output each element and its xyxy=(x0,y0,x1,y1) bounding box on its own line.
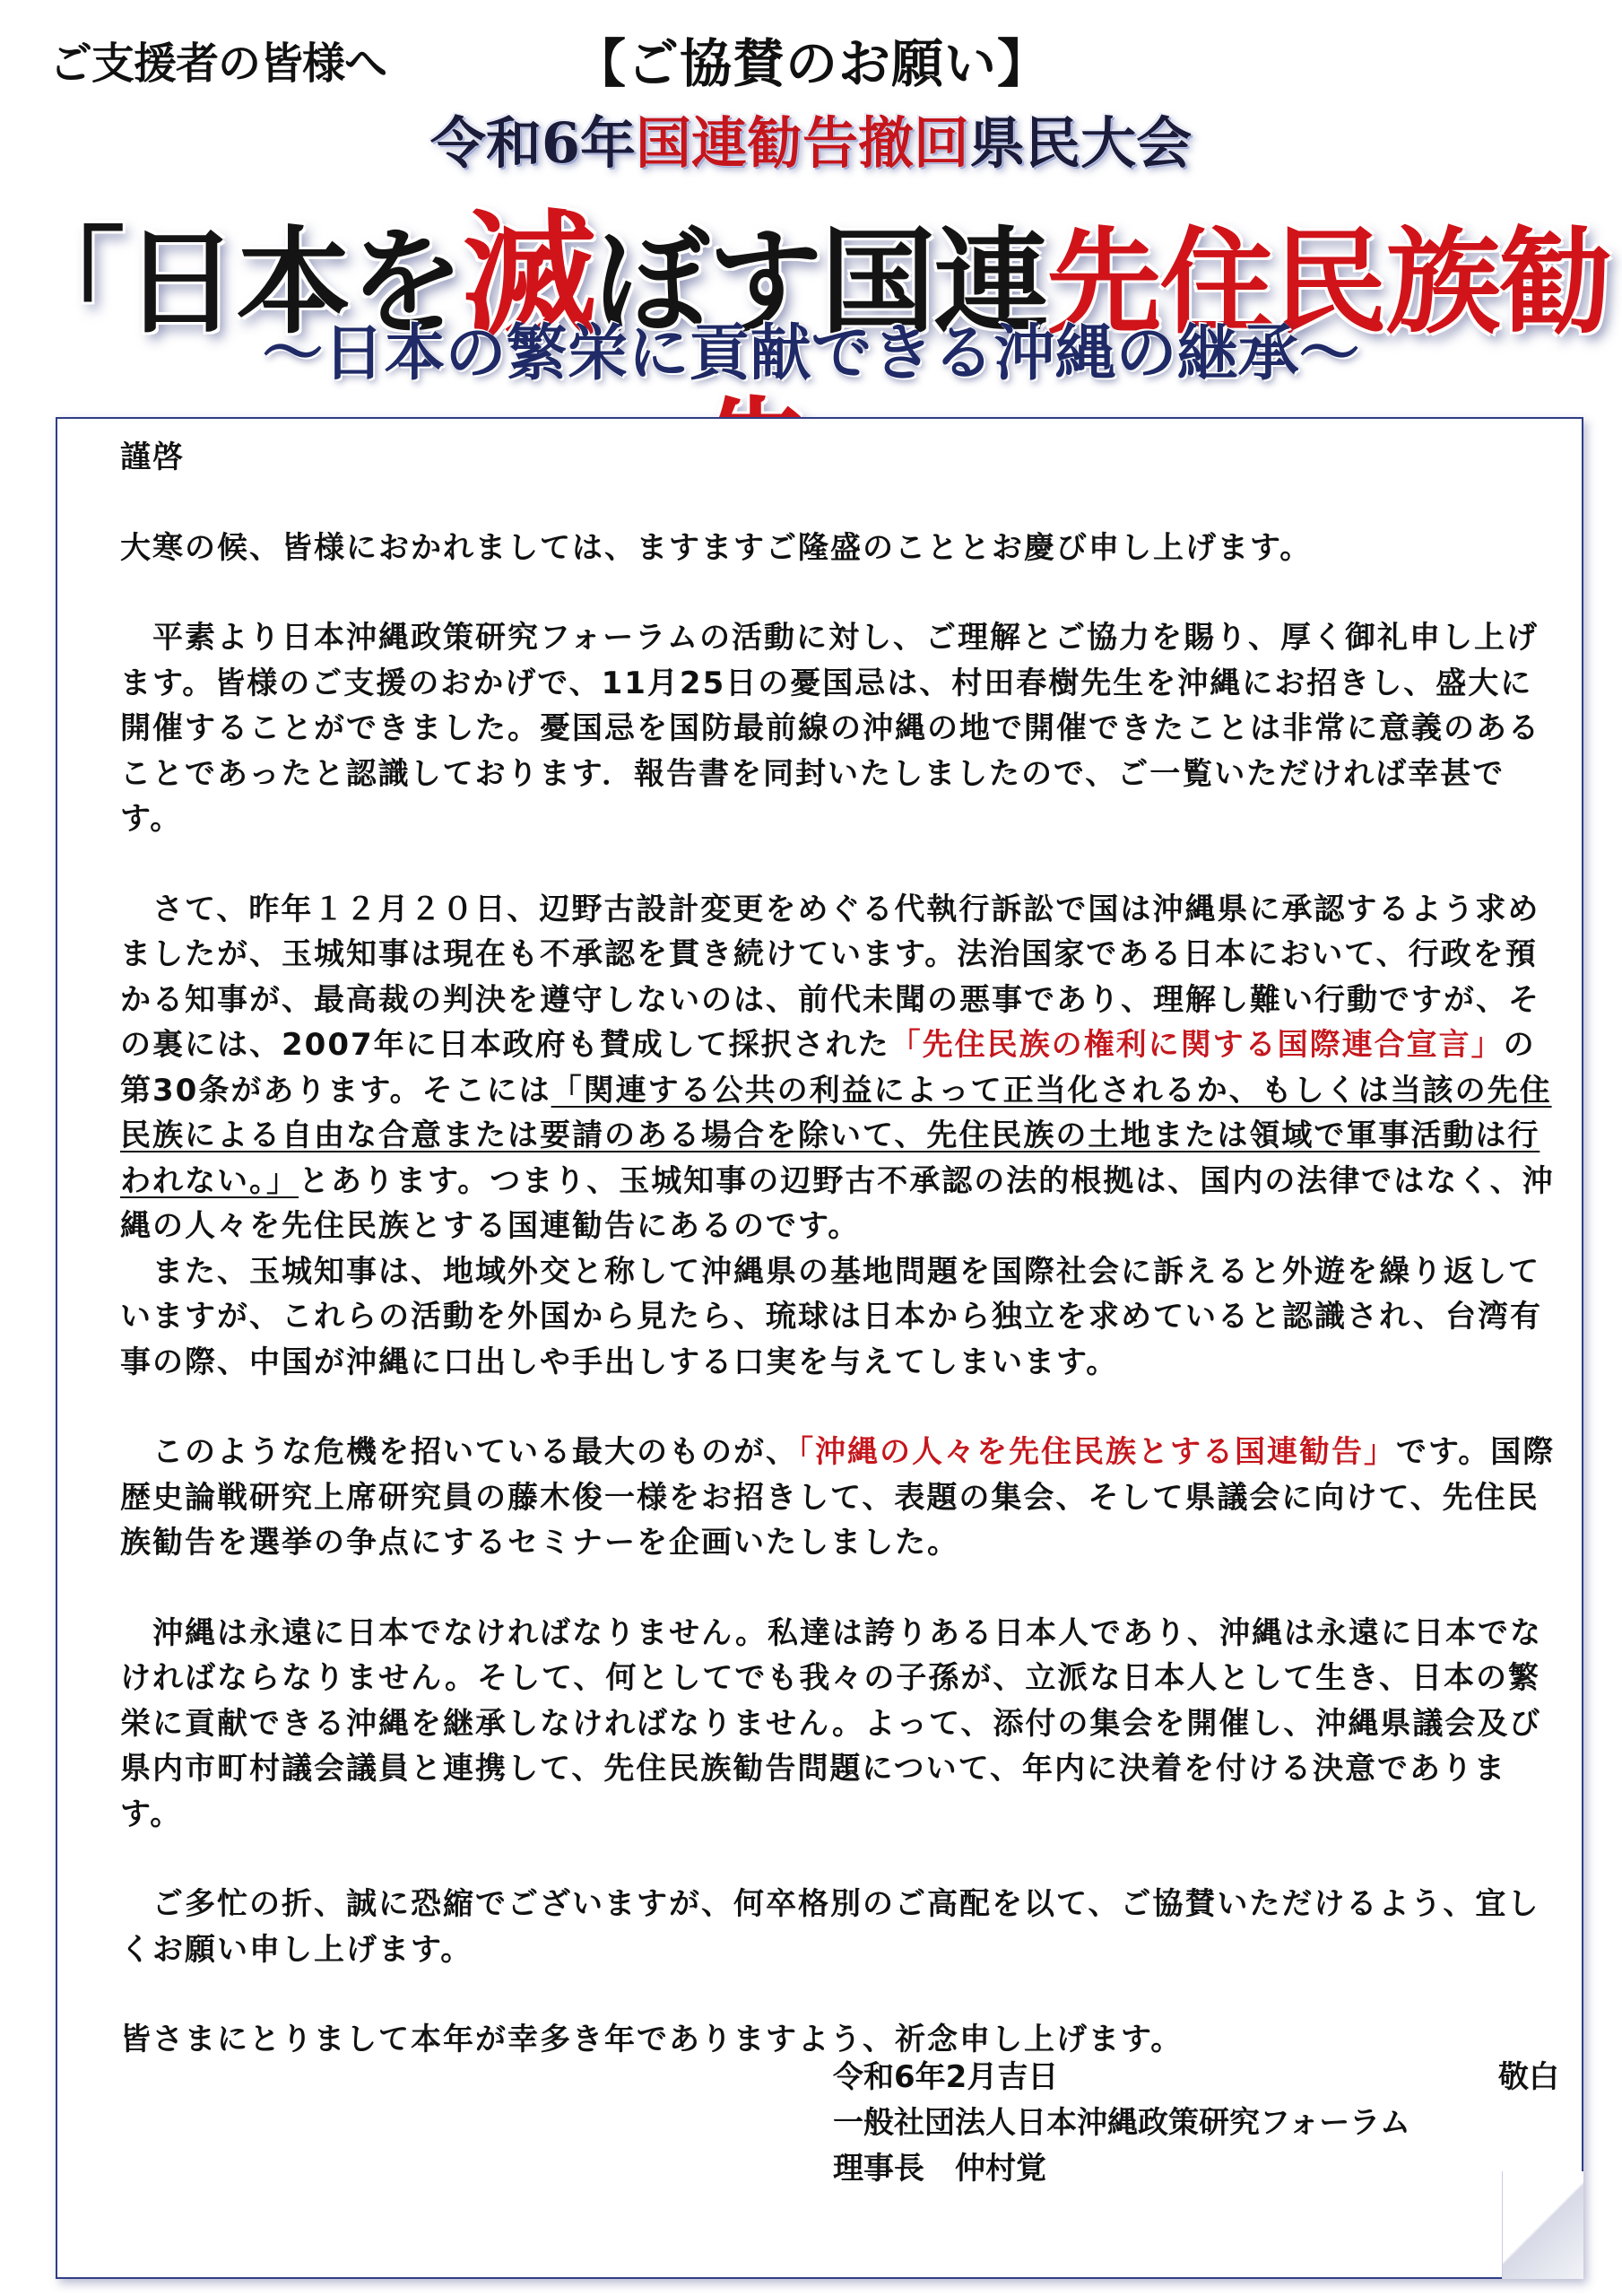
banner-rally: 県民大会 xyxy=(969,110,1193,176)
letter-paragraph: 大寒の候、皆様におかれましては、ますますご隆盛のこととお慶び申し上げます。 xyxy=(120,529,1313,566)
header xyxy=(0,22,1622,93)
letter-paper xyxy=(56,417,1583,2279)
closing-word: 敬白 xyxy=(1498,2059,1559,2095)
banner-title-part: 「日本を xyxy=(10,215,463,350)
letter-opening: 謹啓 xyxy=(120,439,185,475)
letter-date: 令和6年2月吉日 xyxy=(833,2059,1059,2095)
greeting-text: ご支援者の皆様へ xyxy=(49,39,387,89)
organization-name: 一般社団法人日本沖縄政策研究フォーラム xyxy=(833,2105,1410,2141)
letter-paragraph: 平素より日本沖縄政策研究フォーラムの活動に対し、ご理解とご協力を賜り、厚く御礼申し上げます。皆様のご支援のおかげで、11月25日の憂国忌は、村田春樹先生を沖縄にお招きし、盛大に開催することができました。憂国忌を国防最前線の沖縄の地で開催できたことは非常に意義のあることであったと認識しております．報告書を同封いたしましたので、ご一覧いただければ幸甚です。 xyxy=(120,620,1540,837)
declaration-reference: 「先住民族の権利に関する国際連合宣言」 xyxy=(889,1027,1504,1063)
banner-year: 令和6年 xyxy=(429,110,637,176)
un-recommendation-reference: 「沖縄の人々を先住民族とする国連勧告」 xyxy=(798,1434,1396,1470)
banner-title-red-char: 滅 xyxy=(462,196,595,354)
signature-block xyxy=(833,2055,1559,2192)
letter-paragraph: このような危機を招いている最大のものが、「沖縄の人々を先住民族とする国連勧告」です。国際歴史論戦研究上席研究員の藤木俊一様をお招きして、表題の集会、そして県議会に向けて、先住民族勧告を選挙の争点にするセミナーを企画いたしました。 xyxy=(120,1434,1556,1561)
letter-body xyxy=(120,435,1564,2063)
request-title: 【ご協賛のお願い】 xyxy=(574,33,1051,94)
banner-subtitle: ～日本の繁栄に貢献できる沖縄の継承～ xyxy=(262,317,1360,389)
article-quote: 「関連する公共の利益によって正当化されるか、もしくは当該の先住民族による自由な合意または要請のある場合を除いて、先住民族の土地または領域で軍事活動は行われない。」 xyxy=(120,1072,1552,1199)
letter-paragraph: さて、昨年１２月２０日、辺野古設計変更をめぐる代執行訴訟で国は沖縄県に承認するよう求めましたが、玉城知事は現在も不承認を貫き続けています。法治国家である日本において、行政を預かる知事が、最高裁の判決を遵守しないのは、前代未聞の悪事であり、理解し難い行動ですが、その裏には、2007年に日本政府も賛成して採択された「先住民族の権利に関する国際連合宣言」の第30条があります。そこには「関連する公共の利益によって正当化されるか、もしくは当該の先住民族による自由な合意または要請のある場合を除いて、先住民族の土地または領域で軍事活動は行われない。」とあります。つまり、玉城知事の辺野古不承認の法的根拠は、国内の法律ではなく、沖縄の人々を先住民族とする国連勧告にあるのです。 xyxy=(120,891,1555,1244)
event-banner xyxy=(0,99,1622,422)
banner-highlight: 国連勧告撤回 xyxy=(636,110,970,176)
letter-paragraph: 皆さまにとりまして本年が幸多き年でありますよう、祈念申し上げます。 xyxy=(120,2022,1184,2057)
signatory: 理事長 仲村覚 xyxy=(833,2151,1046,2187)
page-curl xyxy=(1502,2171,1583,2279)
banner-title-part: ぼす国連 xyxy=(594,215,1047,350)
letter-paragraph: また、玉城知事は、地域外交と称して沖縄県の基地問題を国際社会に訴えると外遊を繰り返していますが、これらの活動を外国から見たら、琉球は日本から独立を求めていると認識され、台湾有事の際、中国が沖縄に口出しや手出しする口実を与えてしまいます。 xyxy=(120,1253,1543,1380)
letter-paragraph: ご多忙の折、誠に恐縮でございますが、何卒格別のご高配を以て、ご協賛いただけるよう、宜しくお願い申し上げます。 xyxy=(120,1886,1540,1968)
letter-paragraph: 沖縄は永遠に日本でなければなりません。私達は誇りある日本人であり、沖縄は永遠に日本でなければならなりません。そして、何としてでも我々の子孫が、立派な日本人として生き、日本の繁栄に貢献できる沖縄を継承しなければなりません。よって、添付の集会を開催し、沖縄県議会及び県内市町村議会議員と連携して、先住民族勧告問題について、年内に決着を付ける決意であります。 xyxy=(120,1614,1543,1832)
banner-title-red: 先住民族勧 xyxy=(1046,215,1612,350)
